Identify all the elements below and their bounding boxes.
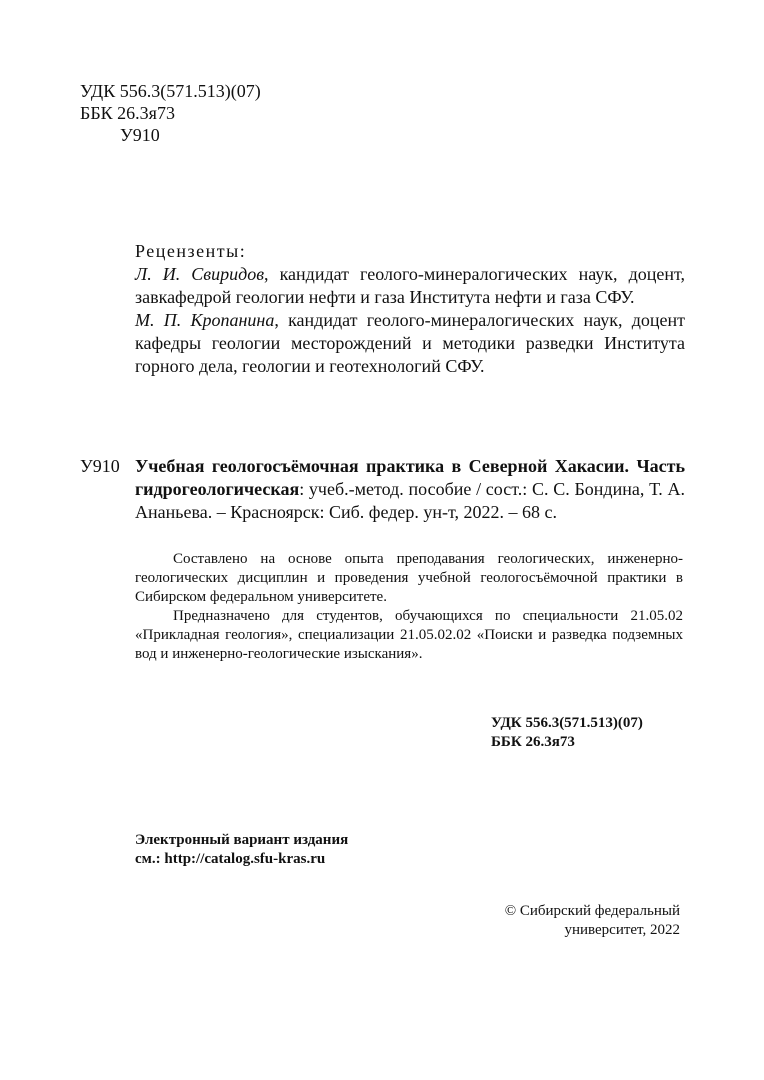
- reviewer-name: Л. И. Свиридов: [135, 264, 265, 284]
- reviewers-title: Рецензенты:: [135, 241, 247, 261]
- reviewer-entry: [135, 309, 685, 378]
- annotation-block: [135, 550, 683, 664]
- udk-code: УДК 556.3(571.513)(07): [80, 81, 261, 101]
- annotation-paragraph: Составлено на основе опыта преподавания геологических, инженерно-геологических дисциплин и проведения учебной геологосъёмочной практики в Сибирском федеральном университете.: [135, 551, 683, 605]
- reviewer-name: М. П. Кропанина: [135, 310, 275, 330]
- bbk-code-bottom: ББК 26.3я73: [491, 734, 575, 750]
- author-mark: У910: [120, 125, 160, 145]
- electronic-version-link: см.: http://catalog.sfu-kras.ru: [135, 851, 326, 867]
- annotation-paragraph: Предназначено для студентов, обучающихся по специальности 21.05.02 «Прикладная геология», специализации 21.05.02.02 «Поиски и разведка подземных вод и инженерно-геологические изыскания».: [135, 608, 683, 662]
- classification-block: [80, 80, 261, 146]
- reviewer-description: , кандидат геолого-минералогических наук, доцент кафедры геологии месторождений и методики разведки Института горного дела, геологии и геотехнологий СФУ.: [135, 310, 685, 376]
- catalog-entry: [135, 455, 685, 524]
- copyright-block: [480, 902, 680, 940]
- electronic-version-block: [135, 831, 348, 869]
- codes-bottom-block: [491, 714, 643, 752]
- reviewer-entry: [135, 263, 685, 309]
- udk-code-bottom: УДК 556.3(571.513)(07): [491, 715, 643, 731]
- reviewer-description: , кандидат геолого-минералогических наук, доцент, завкафедрой геологии нефти и газа Института нефти и газа СФУ.: [135, 264, 685, 307]
- copyright-line: университет, 2022: [564, 922, 680, 938]
- reviewers-block: [135, 240, 685, 378]
- bbk-code: ББК 26.3я73: [80, 103, 175, 123]
- catalog-code: У910: [80, 456, 120, 476]
- electronic-version-label: Электронный вариант издания: [135, 832, 349, 848]
- book-title: Учебная геологосъёмочная практика в Северной Хакасии. Часть гидрогеологическая: [135, 456, 685, 499]
- copyright-line: © Сибирский федеральный: [504, 903, 680, 919]
- book-details: : учеб.-метод. пособие / сост.: С. С. Бондина, Т. А. Ананьева. – Красноярск: Сиб. федер. ун-т, 2022. – 68 с.: [135, 479, 685, 522]
